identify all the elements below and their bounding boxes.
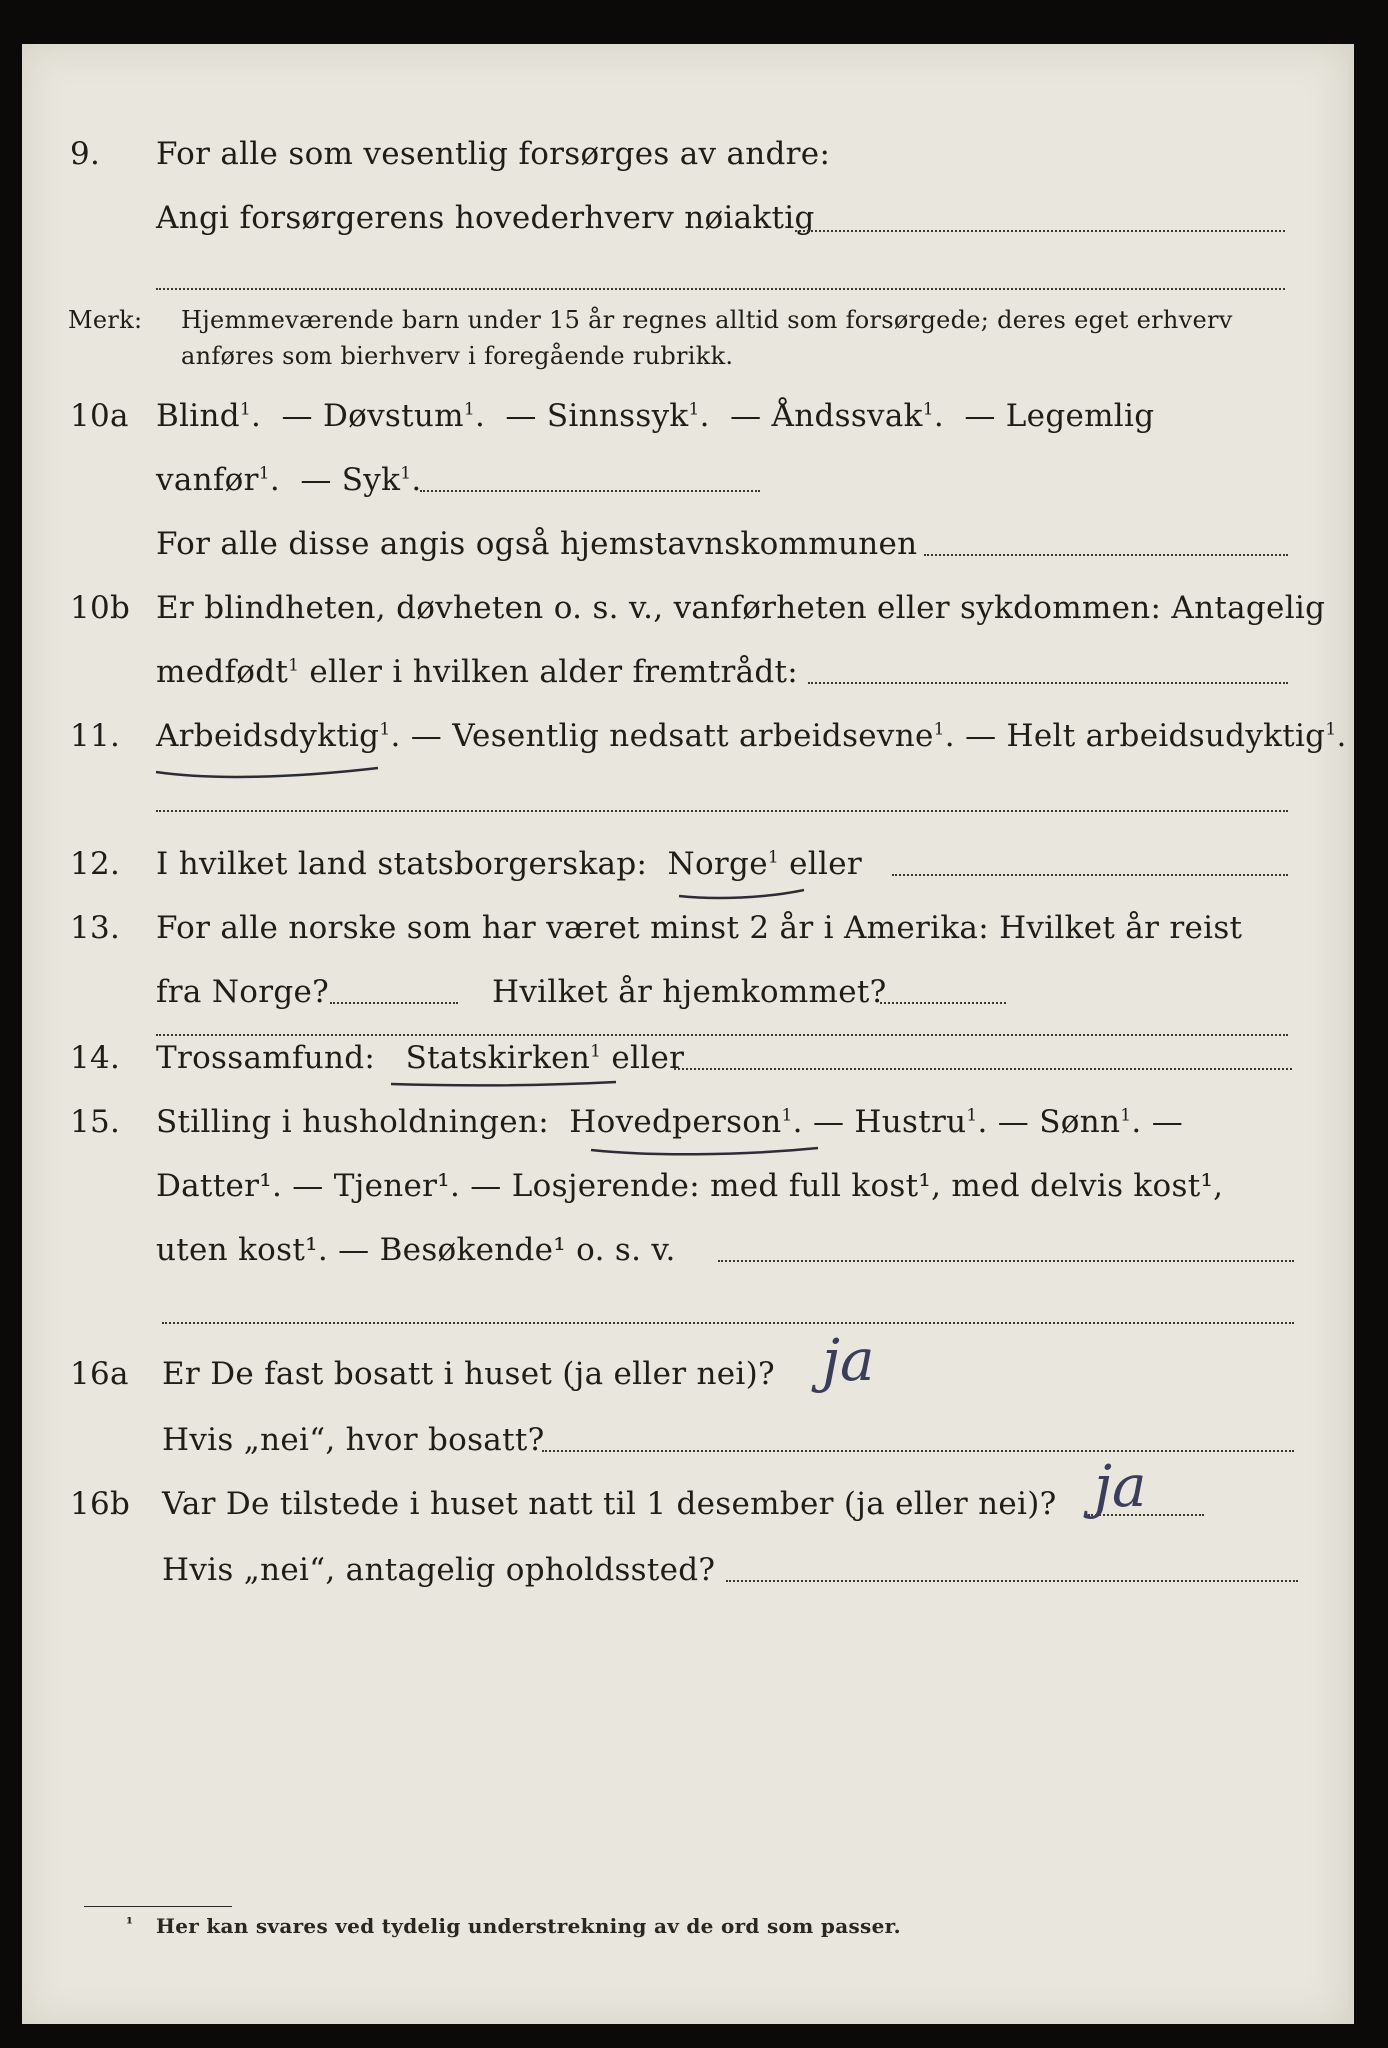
- q16b-handwritten-answer: ja: [1094, 1452, 1147, 1520]
- q16b-number: 16b: [70, 1486, 131, 1522]
- q15-sonn: . — Sønn: [977, 1104, 1121, 1140]
- q11-answer-line[interactable]: [156, 810, 1288, 812]
- q10a-vanfor: vanfør: [156, 462, 259, 498]
- q14-eller-field[interactable]: [674, 1068, 1292, 1070]
- q10b-alder: eller i hvilken alder fremtrådt:: [309, 654, 799, 690]
- q9-text: For alle som vesentlig forsørges av andre:: [156, 136, 831, 172]
- q12-eller-field[interactable]: [892, 874, 1288, 876]
- q14-number: 14.: [70, 1040, 121, 1076]
- q10b-number: 10b: [70, 590, 131, 626]
- q14-handwritten-underline: [388, 1074, 620, 1096]
- q11-handwritten-underline: [152, 756, 382, 782]
- q15-roles: Datter¹. — Tjener¹. — Losjerende: med full kost¹, med delvis kost¹,: [156, 1168, 1224, 1204]
- q10a-syk-field[interactable]: [420, 490, 760, 492]
- q11-udyktig: . — Helt arbeidsudyktig: [944, 718, 1326, 754]
- q9-answer-field[interactable]: [795, 230, 1285, 232]
- q10a-andssvak: — Åndssvak: [730, 398, 923, 434]
- q11-nedsatt: . — Vesentlig nedsatt arbeidsevne: [390, 718, 934, 754]
- q10a-number: 10a: [70, 398, 129, 434]
- q12-text: I hvilket land statsborgerskap:: [156, 846, 648, 882]
- q16b-text: Var De tilstede i huset natt til 1 desember (ja eller nei)?: [162, 1486, 1057, 1522]
- q9-subtext: Angi forsørgerens hovederhverv nøiaktig: [156, 200, 815, 236]
- q12-norge: Norge: [667, 846, 768, 882]
- q9-answer-line2[interactable]: [156, 288, 1285, 290]
- q10b-medfodt: medfødt: [156, 654, 289, 690]
- q16a-bosatt: Hvis „nei“, hvor bosatt?: [162, 1422, 545, 1458]
- q15-hovedperson: Hovedperson: [569, 1104, 782, 1140]
- merk-text2: anføres som bierhverv i foregående rubrikk.: [181, 342, 734, 370]
- q10a-hjemstavn-field[interactable]: [924, 554, 1288, 556]
- q15-number: 15.: [70, 1104, 121, 1140]
- merk-label: Merk:: [68, 306, 143, 334]
- q13-number: 13.: [70, 910, 121, 946]
- q9-number: 9.: [70, 136, 101, 172]
- q10a-hjemstavn: For alle disse angis også hjemstavnskommunen: [156, 526, 918, 562]
- q11-arbeidsdyktig: Arbeidsdyktig: [156, 718, 380, 754]
- q13-text: For alle norske som har været minst 2 år i Amerika: Hvilket år reist: [156, 910, 1243, 946]
- q10a-syk: — Syk: [300, 462, 401, 498]
- q16a-text: Er De fast bosatt i huset (ja eller nei)?: [162, 1356, 775, 1392]
- q12-eller: eller: [789, 846, 862, 882]
- q14-text: Trossamfund:: [156, 1040, 376, 1076]
- q10b-alder-field[interactable]: [808, 682, 1288, 684]
- q15-answer-line[interactable]: [162, 1322, 1294, 1324]
- q10a-legemlig: — Legemlig: [964, 398, 1155, 434]
- q15-handwritten-underline: [588, 1138, 822, 1162]
- q10b-text: Er blindheten, døvheten o. s. v., vanførheten eller sykdommen: Antagelig: [156, 590, 1326, 626]
- q15-text: Stilling i husholdningen:: [156, 1104, 549, 1140]
- q16a-number: 16a: [70, 1356, 129, 1392]
- q12-handwritten-underline: [676, 882, 808, 904]
- q16b-oppholdssted: Hvis „nei“, antagelig opholdssted?: [162, 1552, 716, 1588]
- q16a-handwritten-answer: ja: [822, 1326, 875, 1394]
- census-form-page: 9. For alle som vesentlig forsørges av andre: Angi forsørgerens hovederhverv nøiaktig Merk: Hjemmeværende barn under 15 år regnes alltid som forsørgede; deres eget erhverv anføres som bierhverv i foregående rubrikk. 10a Blind$^1$. — Døvstum$^1$. — Sinnssyk$^1$. — Åndssvak$^1$. — Legemlig vanfør$^1$. — Syk$^1$. For alle disse angis også hjemstavnskommunen 10b Er blindheten, døvheten o. s. v., vanførheten eller sykdommen: Antagelig medfødt$^1$ eller i hvilken alder fremtrådt: 11. Arbeidsdyktig$^1$. — Vesentlig nedsatt arbeidsevne$^1$. — Helt arbeidsudyktig$^1$. 12. I hvilket land statsborgerskap: Norge$^1$ eller 13. For alle norske som har været minst 2 år i Amerika: Hvilket år reist fra Norge? Hvilket år hjemkommet? 14. Trossamfund: Statskirken$^1$ eller 15. Stilling i husholdningen: Hovedperson$^1$. — Hustru$^1$. — Sønn$^1$. — Datter¹. — Tjener¹. — Losjerende: med full kost¹, med delvis kost¹, uten kost¹. — Besøkende¹ o. s. v. 16a Er De fast bosatt i huset (ja eller nei)? ja Hvis „nei“, hvor bosatt? 16b Var De tilstede i huset natt til 1 desember (ja eller nei)? ja Hvis „nei“, antagelig opholdssted? ¹ Her kan svares ved tydelig understrekning av de ord som passer.: [22, 44, 1354, 2024]
- q13-hjemkommet-field[interactable]: [880, 1002, 1006, 1004]
- q14-eller: eller: [611, 1040, 685, 1076]
- q11-number: 11.: [70, 718, 121, 754]
- q16a-bosatt-field[interactable]: [542, 1450, 1294, 1452]
- q15-answer-field[interactable]: [718, 1260, 1294, 1262]
- footnote-text: Her kan svares ved tydelig understrekning av de ord som passer.: [156, 1914, 901, 1938]
- q10a-dovstum: — Døvstum: [281, 398, 464, 434]
- merk-text1: Hjemmeværende barn under 15 år regnes alltid som forsørgede; deres eget erhverv: [181, 306, 1233, 334]
- q13-reist: fra Norge?: [156, 974, 330, 1010]
- q10a-sinnssyk: — Sinnssyk: [505, 398, 689, 434]
- footnote-rule: [84, 1906, 232, 1907]
- q13-reist-field[interactable]: [330, 1002, 458, 1004]
- q14-statskirken: Statskirken: [405, 1040, 591, 1076]
- q13-answer-line[interactable]: [156, 1034, 1288, 1036]
- q15-hustru: . — Hustru: [792, 1104, 967, 1140]
- q16b-oppholdssted-field[interactable]: [726, 1580, 1298, 1582]
- q10a-blind: Blind: [156, 398, 240, 434]
- footnote-mark: ¹: [126, 1914, 134, 1933]
- q12-number: 12.: [70, 846, 121, 882]
- q13-hjemkommet: Hvilket år hjemkommet?: [492, 974, 887, 1010]
- q15-roles2: uten kost¹. — Besøkende¹ o. s. v.: [156, 1232, 676, 1268]
